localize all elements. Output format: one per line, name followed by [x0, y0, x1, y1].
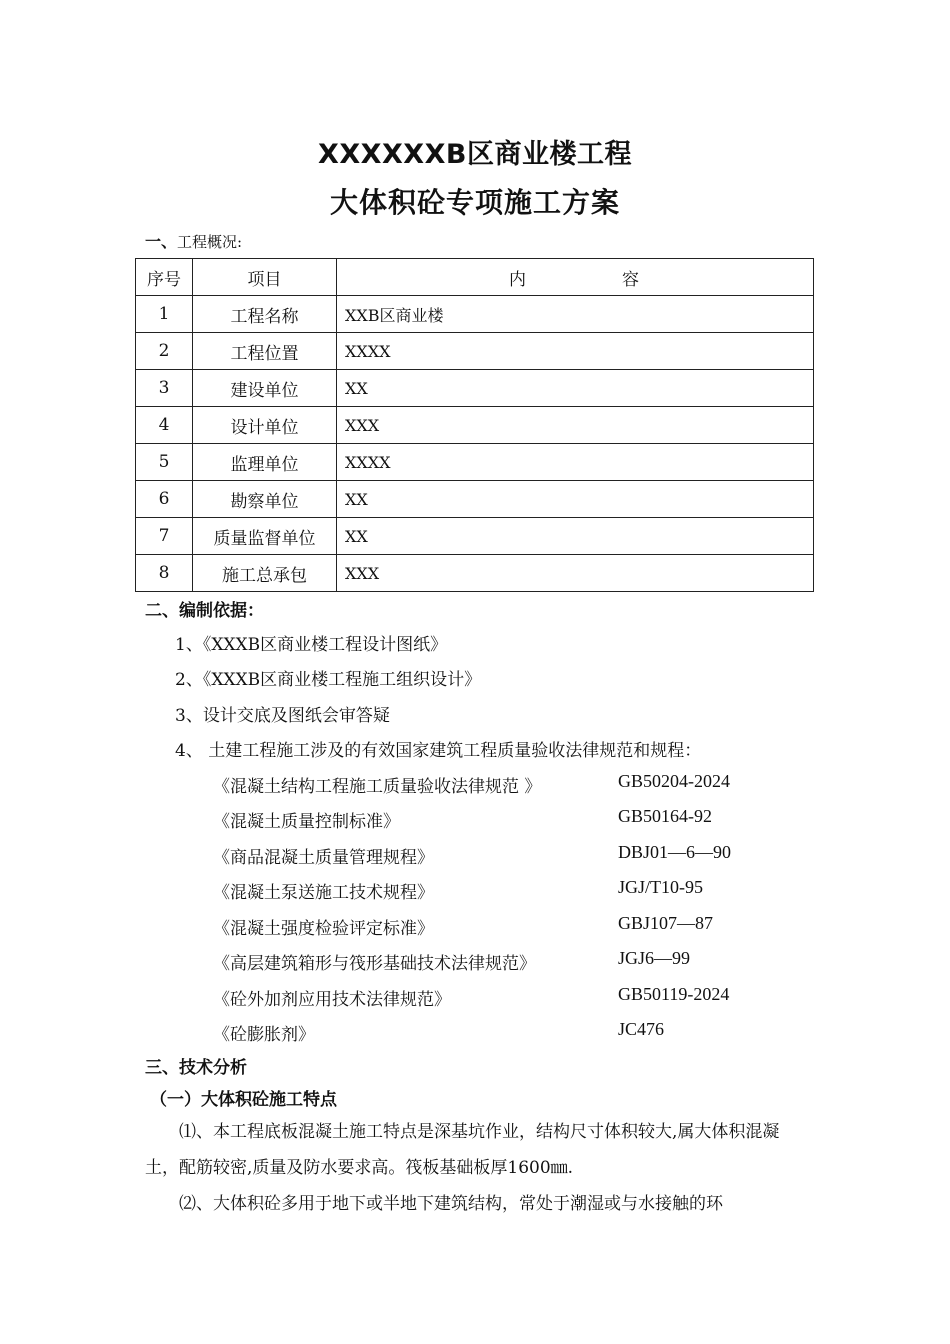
- row-item: 设计单位: [193, 407, 337, 444]
- standard-code: GB50164-92: [618, 806, 712, 826]
- standard-code: JGJ/T10-95: [618, 877, 703, 897]
- row-item: 施工总承包: [193, 555, 337, 592]
- header-no: 序号: [136, 259, 193, 296]
- table-row: [136, 407, 814, 444]
- table-row: [136, 481, 814, 518]
- table-row: [136, 333, 814, 370]
- basis-item: 1、《XXXB区商业楼工程设计图纸》: [175, 635, 448, 655]
- standard-name: 《混凝土泵送施工技术规程》: [213, 883, 434, 903]
- row-no: 3: [136, 370, 193, 407]
- standard-name: 《混凝土结构工程施工质量验收法律规范 》: [213, 777, 542, 797]
- table-row: [136, 518, 814, 555]
- section-overview-heading: [145, 229, 242, 252]
- section-basis-heading: 二、编制依据：: [145, 601, 264, 621]
- standard-code: JC476: [618, 1019, 665, 1039]
- row-item: 工程名称: [193, 296, 337, 333]
- project-info-table: [135, 258, 814, 592]
- table-row: [136, 444, 814, 481]
- standard-code: GBJ107—87: [618, 913, 714, 933]
- body-paragraph: ⑴、本工程底板混凝土施工特点是深基坑作业，结构尺寸体积较大,属大体积混凝土，配筋较密,质量及防水要求高。筏板基础板厚1600㎜.: [145, 1122, 780, 1178]
- header-content: [337, 259, 814, 296]
- row-content: XX: [337, 481, 814, 518]
- document-title-line1: XXXXXXB区商业楼工程: [318, 139, 632, 170]
- header-item: 项目: [193, 259, 337, 296]
- basis-item: 3、设计交底及图纸会审答疑: [175, 706, 390, 726]
- row-content: XXXX: [337, 333, 814, 370]
- row-item: 监理单位: [193, 444, 337, 481]
- standard-code: DBJ01—6—90: [618, 842, 732, 862]
- table-row: [136, 296, 814, 333]
- row-item: 勘察单位: [193, 481, 337, 518]
- section-label: 工程概况:: [177, 233, 243, 251]
- row-content: XX: [337, 518, 814, 555]
- row-no: 1: [136, 296, 193, 333]
- standard-name: 《砼外加剂应用技术法律规范》: [213, 990, 451, 1010]
- standard-code: JGJ6—99: [618, 948, 691, 968]
- basis-item: 4、 土建工程施工涉及的有效国家建筑工程质量验收法律规范和规程：: [175, 741, 702, 761]
- subsection-heading: （一）大体积砼施工特点: [150, 1090, 337, 1110]
- row-content: XXXX: [337, 444, 814, 481]
- standard-name: 《混凝土质量控制标准》: [213, 812, 400, 832]
- row-item: 建设单位: [193, 370, 337, 407]
- row-no: 8: [136, 555, 193, 592]
- header-content-b: 容: [622, 269, 639, 290]
- row-no: 4: [136, 407, 193, 444]
- row-content: XX: [337, 370, 814, 407]
- standard-name: 《商品混凝土质量管理规程》: [213, 848, 434, 868]
- table-row: [136, 370, 814, 407]
- body-paragraph: ⑵、大体积砼多用于地下或半地下建筑结构，常处于潮湿或与水接触的环: [179, 1194, 723, 1214]
- standard-name: 《混凝土强度检验评定标准》: [213, 919, 434, 939]
- row-item: 工程位置: [193, 333, 337, 370]
- standard-code: GB50204-2024: [618, 771, 730, 791]
- row-no: 2: [136, 333, 193, 370]
- standard-name: 《高层建筑箱形与筏形基础技术法律规范》: [213, 954, 536, 974]
- row-no: 6: [136, 481, 193, 518]
- document-title-line2: 大体积砼专项施工方案: [329, 186, 620, 219]
- section-analysis-heading: 三、技术分析: [145, 1058, 247, 1078]
- row-content: XXX: [337, 407, 814, 444]
- basis-item: 2、《XXXB区商业楼工程施工组织设计》: [175, 670, 482, 690]
- standard-name: 《砼膨胀剂》: [213, 1025, 315, 1045]
- table-header-row: [136, 259, 814, 296]
- table-row: [136, 555, 814, 592]
- row-content: XXB区商业楼: [337, 296, 814, 333]
- row-content: XXX: [337, 555, 814, 592]
- header-content-a: 内: [509, 269, 526, 290]
- row-no: 5: [136, 444, 193, 481]
- section-number: 一、: [145, 232, 178, 251]
- standard-code: GB50119-2024: [618, 984, 730, 1004]
- row-item: 质量监督单位: [193, 518, 337, 555]
- row-no: 7: [136, 518, 193, 555]
